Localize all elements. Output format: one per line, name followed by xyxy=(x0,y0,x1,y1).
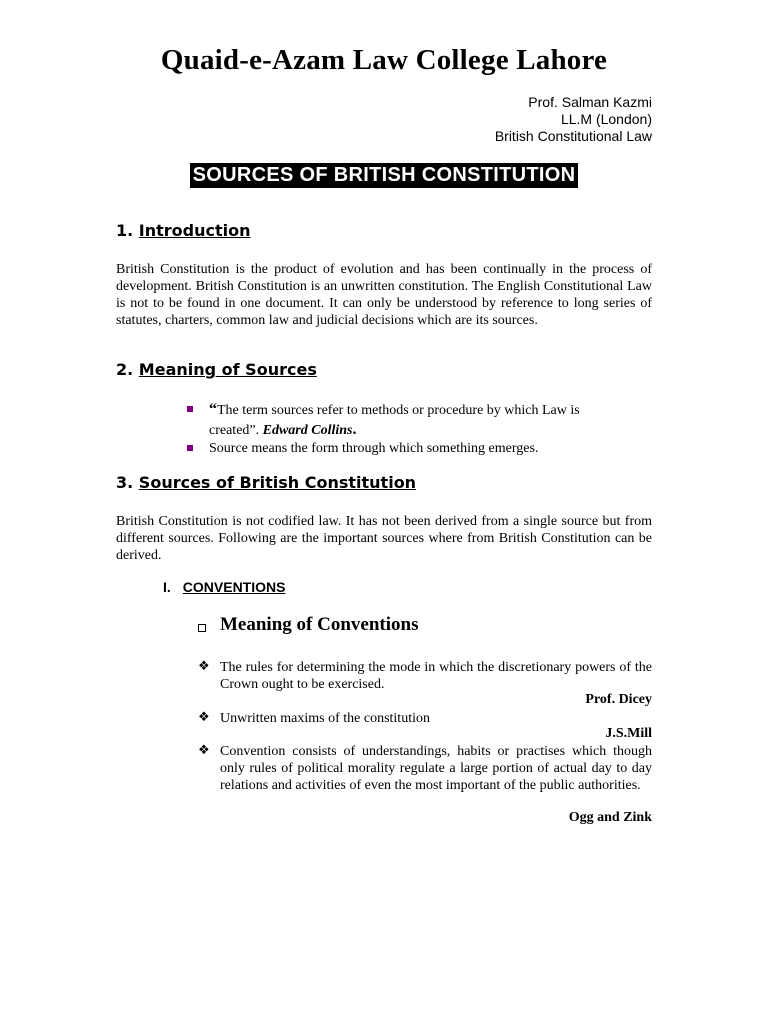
sources-definition-text-1: The term sources refer to methods or procedure by which Law is xyxy=(217,403,580,418)
hollow-square-bullet-icon xyxy=(198,624,206,632)
source-meaning-item: Source means the form through which something emerges. xyxy=(209,441,539,456)
sources-definition-item xyxy=(209,400,652,440)
section-2-title: Meaning of Sources xyxy=(138,360,317,379)
author-subject: British Constitutional Law xyxy=(494,128,652,144)
section-1-heading xyxy=(116,221,251,240)
convention-definition-2: Unwritten maxims of the constitution xyxy=(220,711,430,726)
diamond-bullet-icon: ❖ xyxy=(198,709,210,724)
document-banner: SOURCES OF BRITISH CONSTITUTION xyxy=(190,163,579,188)
section-3-heading xyxy=(116,473,416,492)
section-3-body: British Constitution is not codified law. It has not been derived from a single source but from different sources. Following are the important sources where from British Constitution can be derived. xyxy=(116,514,652,563)
author-name: Prof. Salman Kazmi xyxy=(528,94,652,110)
section-1-title: Introduction xyxy=(138,221,251,240)
diamond-bullet-icon: ❖ xyxy=(198,742,210,757)
conventions-heading xyxy=(163,579,285,595)
purple-square-bullet-icon xyxy=(187,406,193,412)
author-block xyxy=(495,94,652,145)
convention-attribution-1: Prof. Dicey xyxy=(585,692,652,707)
conventions-subheading: Meaning of Conventions xyxy=(220,614,419,635)
convention-attribution-3: Ogg and Zink xyxy=(568,810,652,825)
conventions-numeral: I. xyxy=(163,579,171,595)
section-1-number: 1. xyxy=(116,221,134,240)
college-title: Quaid-e-Azam Law College Lahore xyxy=(160,44,608,76)
sources-definition-text-2: created”. xyxy=(209,423,263,438)
diamond-bullet-icon: ❖ xyxy=(198,658,210,673)
sources-definition-author: Edward Collins xyxy=(262,423,353,438)
conventions-title: CONVENTIONS xyxy=(182,579,286,595)
sources-definition-line-1 xyxy=(209,400,652,420)
convention-definition-1: The rules for determining the mode in which the discretionary powers of the Crown ought to be exercised. xyxy=(220,660,652,692)
section-3-title: Sources of British Constitution xyxy=(138,473,417,492)
author-degree: LL.M (London) xyxy=(560,111,652,127)
section-3-number: 3. xyxy=(116,473,134,492)
purple-square-bullet-icon xyxy=(187,445,193,451)
section-1-body: British Constitution is the product of evolution and has been continually in the process of development. British Constitution is an unwritten constitution. The English Constitutional Law is not to be found in one document. It can only be understood by reference to long series of statutes, charters, common law and judicial decisions which are its sources. xyxy=(116,262,652,328)
banner-wrap xyxy=(0,163,768,188)
section-2-number: 2. xyxy=(116,360,134,379)
quote-open-mark: “ xyxy=(209,401,217,418)
convention-definition-3: Convention consists of understandings, habits or practises which though only rules of political morality regulate a large portion of actual day to day relations and activities of even the most important of the public authorities. xyxy=(220,744,652,793)
sources-definition-line-2 xyxy=(209,420,652,440)
section-2-heading xyxy=(116,360,317,379)
sources-definition-period: . xyxy=(352,421,357,438)
convention-attribution-2: J.S.Mill xyxy=(605,726,652,741)
